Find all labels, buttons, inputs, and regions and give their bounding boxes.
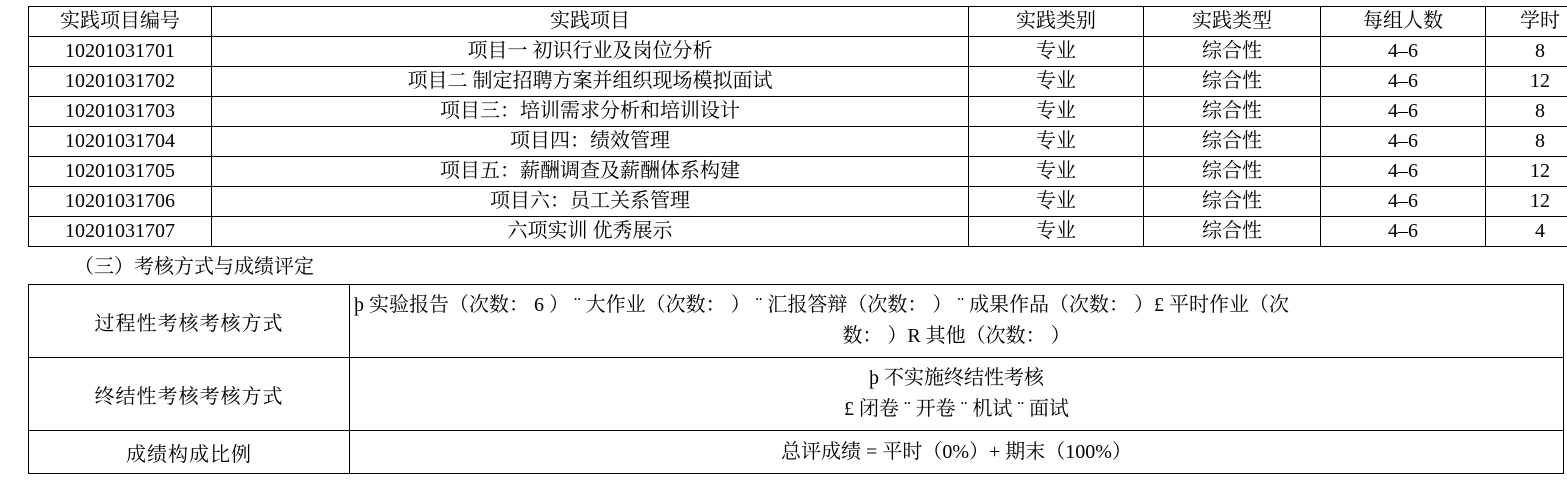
cell-project-category: 专业 (969, 217, 1144, 247)
cell-group-size: 4–6 (1321, 37, 1486, 67)
value-grade-composition: 总评成绩 = 平时（0%）+ 期末（100%） (350, 431, 1564, 474)
cell-group-size: 4–6 (1321, 97, 1486, 127)
cell-project-type: 综合性 (1144, 157, 1321, 187)
table-row (29, 217, 1567, 247)
cell-project-code: 10201031703 (29, 97, 212, 127)
cell-project-code: 10201031704 (29, 127, 212, 157)
table-header-row (29, 7, 1567, 37)
cell-project-category: 专业 (969, 187, 1144, 217)
practice-project-table (28, 6, 1567, 247)
cell-project-code: 10201031706 (29, 187, 212, 217)
cell-project-category: 专业 (969, 37, 1144, 67)
cell-project-name: 项目一 初识行业及岗位分析 (212, 37, 969, 67)
table-row (29, 37, 1567, 67)
cell-project-name: 项目二 制定招聘方案并组织现场模拟面试 (212, 67, 969, 97)
cell-group-size: 4–6 (1321, 157, 1486, 187)
cell-project-code: 10201031702 (29, 67, 212, 97)
column-header-project-code: 实践项目编号 (29, 7, 212, 37)
cell-project-type: 综合性 (1144, 127, 1321, 157)
cell-project-name: 项目四：绩效管理 (212, 127, 969, 157)
column-header-project-type: 实践类型 (1144, 7, 1321, 37)
cell-project-code: 10201031707 (29, 217, 212, 247)
assessment-row-process (29, 285, 1564, 358)
cell-hours: 12 (1486, 67, 1567, 97)
value-process-assessment (350, 285, 1564, 358)
label-final-assessment: 终结性考核考核方式 (29, 358, 350, 431)
cell-hours: 8 (1486, 127, 1567, 157)
column-header-project-name: 实践项目 (212, 7, 969, 37)
cell-group-size: 4–6 (1321, 127, 1486, 157)
cell-hours: 12 (1486, 157, 1567, 187)
assessment-row-grade-composition (29, 431, 1564, 474)
cell-project-code: 10201031701 (29, 37, 212, 67)
label-grade-composition: 成绩构成比例 (29, 431, 350, 474)
cell-hours: 8 (1486, 37, 1567, 67)
process-assessment-line-2: 数： ）R 其他（次数： ） (354, 321, 1559, 352)
cell-hours: 4 (1486, 217, 1567, 247)
cell-project-code: 10201031705 (29, 157, 212, 187)
cell-project-name: 项目五：薪酬调查及薪酬体系构建 (212, 157, 969, 187)
table-row (29, 97, 1567, 127)
cell-project-category: 专业 (969, 157, 1144, 187)
final-assessment-line-2: £ 闭卷 ¨ 开卷 ¨ 机试 ¨ 面试 (354, 394, 1559, 425)
assessment-table (28, 284, 1564, 474)
document-page (0, 6, 1567, 502)
cell-project-type: 综合性 (1144, 67, 1321, 97)
cell-project-name: 项目六：员工关系管理 (212, 187, 969, 217)
value-final-assessment (350, 358, 1564, 431)
cell-project-type: 综合性 (1144, 217, 1321, 247)
cell-project-type: 综合性 (1144, 187, 1321, 217)
cell-group-size: 4–6 (1321, 67, 1486, 97)
process-assessment-line-1: þ 实验报告（次数： 6 ） ¨ 大作业（次数： ） ¨ 汇报答辩（次数： ） ¨ 成果作品（次数： ）£ 平时作业（次 (354, 290, 1559, 321)
cell-group-size: 4–6 (1321, 217, 1486, 247)
table-row (29, 157, 1567, 187)
label-process-assessment: 过程性考核考核方式 (29, 285, 350, 358)
cell-project-name: 六项实训 优秀展示 (212, 217, 969, 247)
column-header-project-category: 实践类别 (969, 7, 1144, 37)
cell-project-category: 专业 (969, 127, 1144, 157)
table-row (29, 187, 1567, 217)
cell-project-category: 专业 (969, 97, 1144, 127)
final-assessment-line-1: þ 不实施终结性考核 (354, 363, 1559, 394)
column-header-hours: 学时 (1486, 7, 1567, 37)
cell-project-name: 项目三：培训需求分析和培训设计 (212, 97, 969, 127)
cell-project-type: 综合性 (1144, 37, 1321, 67)
section-heading-assessment: （三）考核方式与成绩评定 (74, 254, 1567, 280)
column-header-group-size: 每组人数 (1321, 7, 1486, 37)
assessment-row-final (29, 358, 1564, 431)
cell-group-size: 4–6 (1321, 187, 1486, 217)
cell-hours: 8 (1486, 97, 1567, 127)
cell-hours: 12 (1486, 187, 1567, 217)
table-row (29, 67, 1567, 97)
cell-project-category: 专业 (969, 67, 1144, 97)
table-row (29, 127, 1567, 157)
cell-project-type: 综合性 (1144, 97, 1321, 127)
